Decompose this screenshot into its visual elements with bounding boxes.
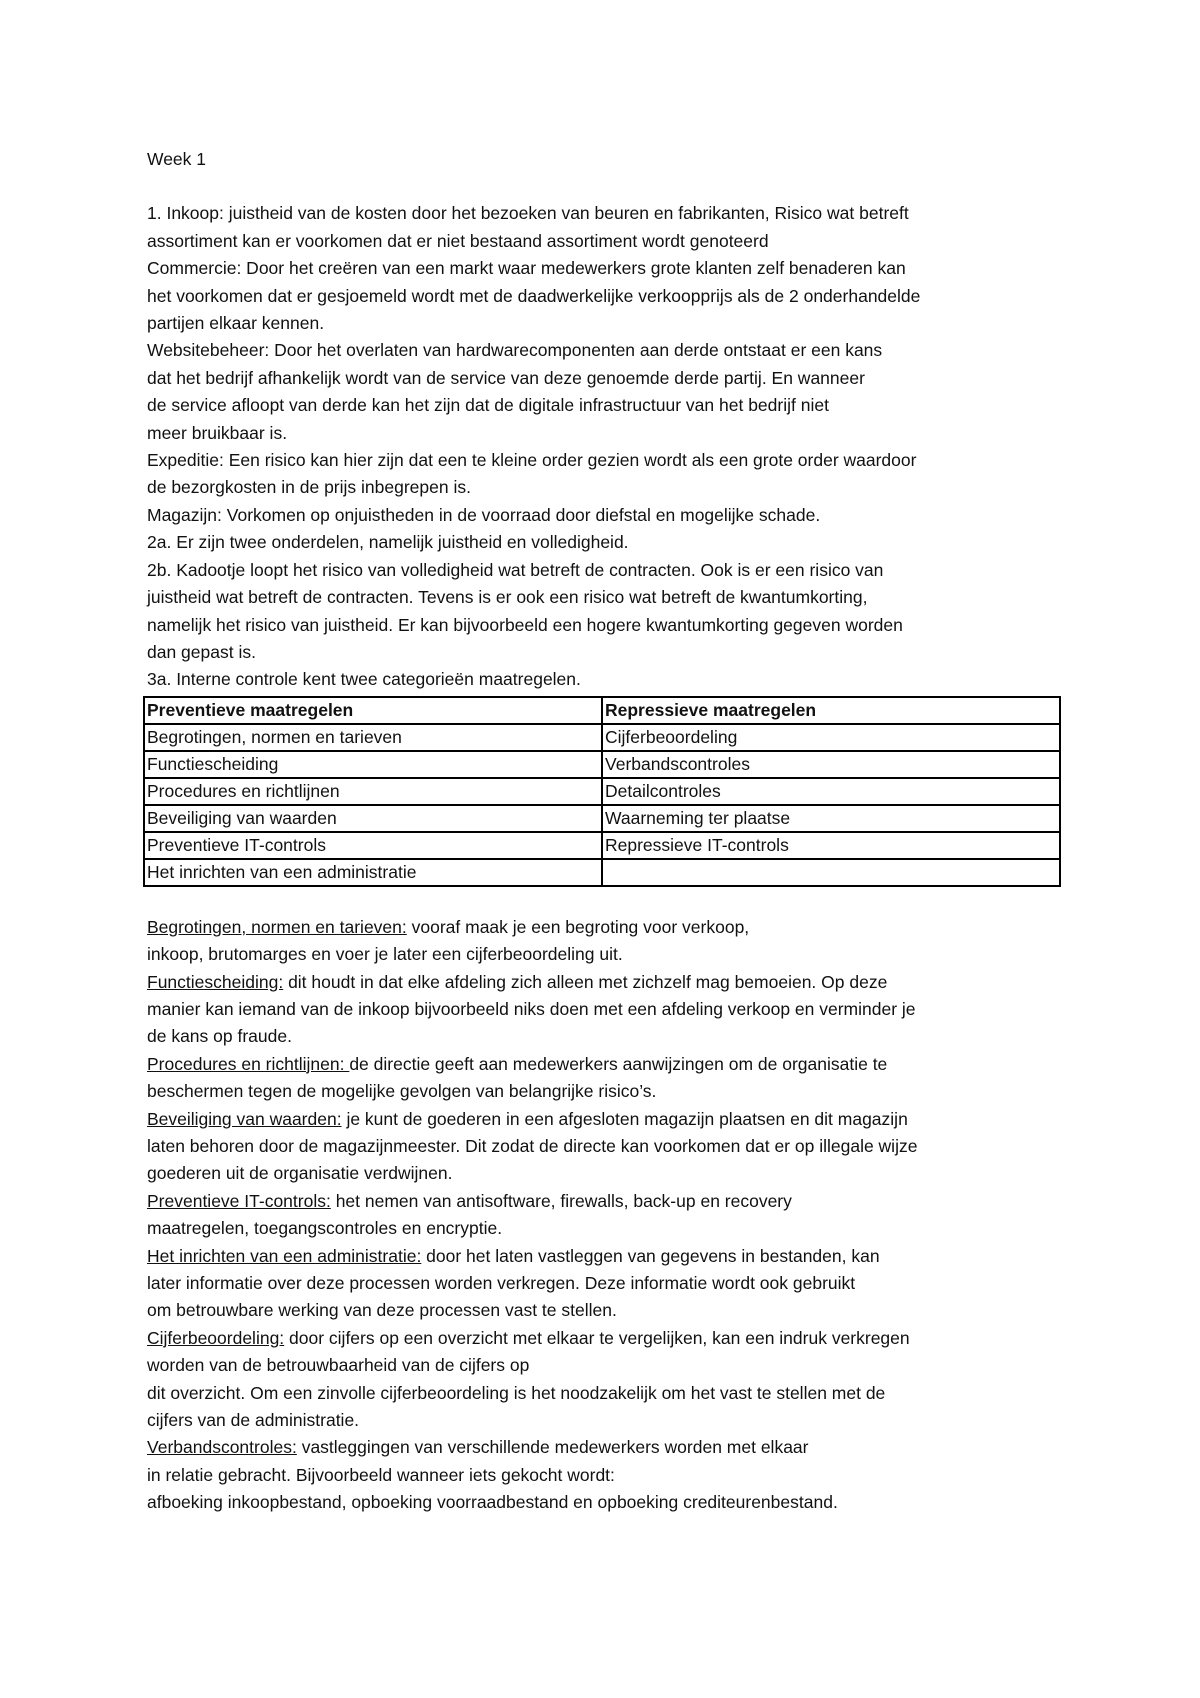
table-cell: Waarneming ter plaatse xyxy=(602,805,1060,832)
definition-procedures xyxy=(147,1051,1067,1106)
text-line: Commercie: Door het creëren van een markt waar medewerkers grote klanten zelf benaderen kan xyxy=(147,258,906,279)
text-line xyxy=(147,1325,1067,1352)
definition-term: Het inrichten van een administratie: xyxy=(147,1245,422,1266)
table-row xyxy=(144,832,1060,859)
table-header-cell: Repressieve maatregelen xyxy=(602,697,1060,724)
text-line: assortiment kan er voorkomen dat er niet bestaand assortiment wordt genoteerd xyxy=(147,230,769,251)
text-line: goederen uit de organisatie verdwijnen. xyxy=(147,1163,453,1184)
definition-text: de directie geeft aan medewerkers aanwijzingen om de organisatie te xyxy=(349,1053,888,1074)
text-line: laten behoren door de magazijnmeester. Dit zodat de directe kan voorkomen dat er op illegale wijze xyxy=(147,1135,918,1156)
definition-cijferbeoordeling xyxy=(147,1325,1067,1435)
text-line: Expeditie: Een risico kan hier zijn dat een te kleine order gezien wordt als een grote order waardoor xyxy=(147,450,917,471)
text-line: dat het bedrijf afhankelijk wordt van de service van deze genoemde derde partij. En wanneer xyxy=(147,367,865,388)
text-line: beschermen tegen de mogelijke gevolgen van belangrijke risico’s. xyxy=(147,1081,657,1102)
definition-text: dit houdt in dat elke afdeling zich alleen met zichzelf mag bemoeien. Op deze xyxy=(283,971,888,992)
table-cell: Beveiliging van waarden xyxy=(144,805,602,832)
definition-term: Verbandscontroles: xyxy=(147,1437,297,1458)
definition-term: Functiescheiding: xyxy=(147,971,284,992)
text-line: de kans op fraude. xyxy=(147,1026,292,1047)
document-title: Week 1 xyxy=(147,149,207,169)
text-line xyxy=(147,1106,1067,1133)
intro-text xyxy=(147,200,1067,693)
text-line: de bezorgkosten in de prijs inbegrepen is. xyxy=(147,477,471,498)
text-line xyxy=(147,1188,1067,1215)
definition-text: het nemen van antisoftware, firewalls, back-up en recovery xyxy=(330,1190,792,1211)
text-line: cijfers van de administratie. xyxy=(147,1410,360,1431)
table-header-cell: Preventieve maatregelen xyxy=(144,697,602,724)
definition-text: vastleggingen van verschillende medewerkers worden met elkaar xyxy=(296,1437,809,1458)
text-line: Websitebeheer: Door het overlaten van hardwarecomponenten aan derde ontstaat er een kans xyxy=(147,340,883,361)
table-cell: Repressieve IT-controls xyxy=(602,832,1060,859)
text-line: 2b. Kadootje loopt het risico van volledigheid wat betreft de contracten. Ook is er een risico van xyxy=(147,559,884,580)
text-line: de service afloopt van derde kan het zijn dat de digitale infrastructuur van het bedrijf niet xyxy=(147,395,829,416)
table-cell: Functiescheiding xyxy=(144,751,602,778)
text-line: inkoop, brutomarges en voer je later een cijferbeoordeling uit. xyxy=(147,944,623,965)
text-line: namelijk het risico van juistheid. Er kan bijvoorbeeld een hogere kwantumkorting gegeven worden xyxy=(147,614,903,635)
definition-preventieve-it xyxy=(147,1188,1067,1243)
text-line: dan gepast is. xyxy=(147,641,256,662)
text-line: in relatie gebracht. Bijvoorbeeld wanneer iets gekocht wordt: xyxy=(147,1464,615,1485)
table-cell: Procedures en richtlijnen xyxy=(144,778,602,805)
text-line xyxy=(147,914,1067,941)
definition-term: Preventieve IT-controls: xyxy=(147,1190,331,1211)
text-line xyxy=(147,1434,1067,1461)
text-line: 2a. Er zijn twee onderdelen, namelijk juistheid en volledigheid. xyxy=(147,532,629,553)
table-cell: Begrotingen, normen en tarieven xyxy=(144,724,602,751)
text-line: het voorkomen dat er gesjoemeld wordt met de daadwerkelijke verkoopprijs als de 2 onderhandelde xyxy=(147,285,921,306)
definition-term: Procedures en richtlijnen: xyxy=(147,1053,350,1074)
table-cell: Detailcontroles xyxy=(602,778,1060,805)
definition-text: je kunt de goederen in een afgesloten magazijn plaatsen en dit magazijn xyxy=(341,1108,908,1129)
text-line: Magazijn: Vorkomen op onjuistheden in de voorraad door diefstal en mogelijke schade. xyxy=(147,504,821,525)
table-cell: Het inrichten van een administratie xyxy=(144,859,602,886)
text-line: dit overzicht. Om een zinvolle cijferbeoordeling is het noodzakelijk om het vast te stellen met de xyxy=(147,1382,886,1403)
definition-administratie xyxy=(147,1243,1067,1325)
text-line: afboeking inkoopbestand, opboeking voorraadbestand en opboeking crediteurenbestand. xyxy=(147,1492,838,1513)
text-line: partijen elkaar kennen. xyxy=(147,313,325,334)
text-line: maatregelen, toegangscontroles en encryptie. xyxy=(147,1218,503,1239)
table-header-row xyxy=(144,697,1060,724)
table-row xyxy=(144,805,1060,832)
text-line xyxy=(147,969,1067,996)
table-row xyxy=(144,859,1060,886)
text-line: 1. Inkoop: juistheid van de kosten door het bezoeken van beuren en fabrikanten, Risico wat betreft xyxy=(147,203,909,224)
text-line: juistheid wat betreft de contracten. Tevens is er ook een risico wat betreft de kwantumkorting, xyxy=(147,587,868,608)
document-page xyxy=(147,146,1067,1517)
text-line: later informatie over deze processen worden verkregen. Deze informatie wordt ook gebruikt xyxy=(147,1273,856,1293)
table-cell: Verbandscontroles xyxy=(602,751,1060,778)
text-line: 3a. Interne controle kent twee categorieën maatregelen. xyxy=(147,669,581,690)
table-cell xyxy=(602,859,1060,886)
definition-text: vooraf maak je een begroting voor verkoop, xyxy=(406,916,750,937)
definition-beveiliging xyxy=(147,1106,1067,1188)
definition-term: Cijferbeoordeling: xyxy=(147,1327,285,1348)
text-line: om betrouwbare werking van deze processen vast te stellen. xyxy=(147,1300,617,1321)
text-line: worden van de betrouwbaarheid van de cijfers op xyxy=(147,1355,530,1376)
text-line: manier kan iemand van de inkoop bijvoorbeeld niks doen met een afdeling verkoop en verminder je xyxy=(147,998,916,1019)
table-cell: Preventieve IT-controls xyxy=(144,832,602,859)
table-row xyxy=(144,751,1060,778)
definition-functiescheiding xyxy=(147,969,1067,1051)
definition-term: Beveiliging van waarden: xyxy=(147,1108,342,1129)
definition-text: door cijfers op een overzicht met elkaar te vergelijken, kan een indruk verkregen xyxy=(284,1327,910,1348)
table-row xyxy=(144,724,1060,751)
definitions xyxy=(147,914,1067,1517)
definition-verbandscontroles xyxy=(147,1434,1067,1516)
definition-term: Begrotingen, normen en tarieven: xyxy=(147,916,407,937)
text-line xyxy=(147,1051,1067,1078)
text-line xyxy=(147,1243,1067,1270)
text-line: meer bruikbaar is. xyxy=(147,422,288,443)
table-cell: Cijferbeoordeling xyxy=(602,724,1060,751)
measures-table xyxy=(143,696,1061,887)
definition-begrotingen xyxy=(147,914,1067,969)
definition-text: door het laten vastleggen van gegevens in bestanden, kan xyxy=(421,1245,880,1266)
table-row xyxy=(144,778,1060,805)
